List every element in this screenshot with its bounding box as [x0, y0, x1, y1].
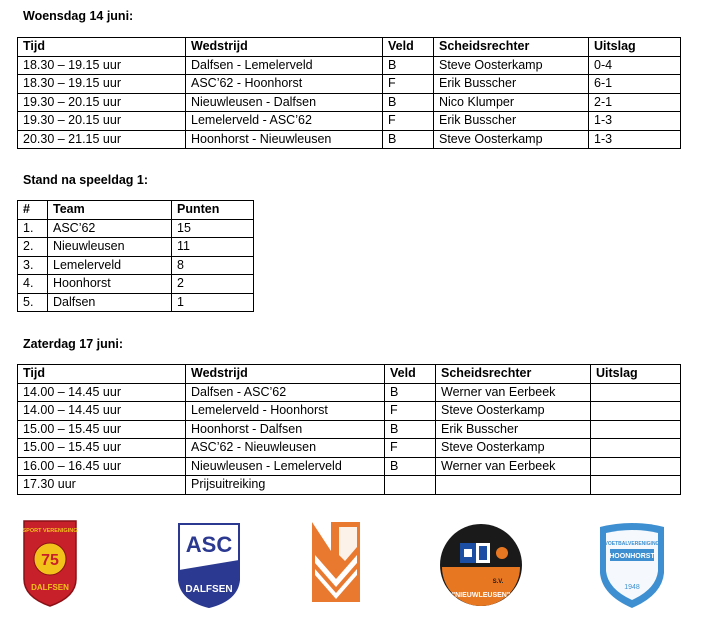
stand-cell: 5.: [18, 293, 48, 312]
zaterdag-row: [18, 457, 681, 476]
woensdag-cell: Lemelerveld - ASC’62: [186, 112, 383, 131]
zaterdag-cell: [591, 439, 681, 458]
stand-cell: 11: [172, 238, 254, 257]
woensdag-cell: Steve Oosterkamp: [434, 56, 589, 75]
stand-cell: 15: [172, 219, 254, 238]
zaterdag-cell: Lemelerveld - Hoonhorst: [186, 402, 385, 421]
zaterdag-row: [18, 439, 681, 458]
schedule-table-woensdag: [17, 37, 681, 149]
zaterdag-cell: Steve Oosterkamp: [436, 439, 591, 458]
zaterdag-cell: F: [385, 439, 436, 458]
zaterdag-cell: Erik Busscher: [436, 420, 591, 439]
zaterdag-cell: 15.00 – 15.45 uur: [18, 420, 186, 439]
heading-woensdag: Woensdag 14 juni:: [23, 9, 134, 23]
zaterdag-cell: 15.00 – 15.45 uur: [18, 439, 186, 458]
zaterdag-header-cell: Veld: [385, 365, 436, 384]
woensdag-cell: Nico Klumper: [434, 93, 589, 112]
zaterdag-cell: [591, 476, 681, 495]
woensdag-row: [18, 56, 681, 75]
zaterdag-cell: 16.00 – 16.45 uur: [18, 457, 186, 476]
asc-logo-title: ASC: [185, 532, 233, 557]
zaterdag-cell: [591, 420, 681, 439]
stand-row: [18, 238, 254, 257]
nieuwleusen-logo: [438, 523, 524, 607]
woensdag-cell: 19.30 – 20.15 uur: [18, 112, 186, 131]
woensdag-cell: 0-4: [589, 56, 681, 75]
woensdag-header-cell: Veld: [383, 38, 434, 57]
stand-cell: Hoonhorst: [48, 275, 172, 294]
dalfsen-logo-name: DALFSEN: [31, 583, 69, 592]
woensdag-cell: Steve Oosterkamp: [434, 130, 589, 149]
zaterdag-cell: Hoonhorst - Dalfsen: [186, 420, 385, 439]
zaterdag-cell: 14.00 – 14.45 uur: [18, 383, 186, 402]
nieuwleusen-logo-name: "NIEUWLEUSEN": [451, 592, 511, 599]
woensdag-cell: 1-3: [589, 130, 681, 149]
asc-logo-name: DALFSEN: [185, 584, 233, 595]
woensdag-header-cell: Scheidsrechter: [434, 38, 589, 57]
zaterdag-header-cell: Scheidsrechter: [436, 365, 591, 384]
stand-cell: Nieuwleusen: [48, 238, 172, 257]
woensdag-cell: Erik Busscher: [434, 112, 589, 131]
woensdag-header-cell: Tijd: [18, 38, 186, 57]
stand-cell: 1: [172, 293, 254, 312]
zaterdag-row: [18, 383, 681, 402]
zaterdag-row: [18, 420, 681, 439]
woensdag-cell: B: [383, 93, 434, 112]
stand-cell: ASC’62: [48, 219, 172, 238]
stand-cell: 4.: [18, 275, 48, 294]
hoonhorst-logo-top: VOETBALVERENIGING: [604, 541, 660, 547]
stand-cell: 1.: [18, 219, 48, 238]
woensdag-row: [18, 112, 681, 131]
woensdag-cell: 20.30 – 21.15 uur: [18, 130, 186, 149]
woensdag-row: [18, 93, 681, 112]
lemelerveld-logo: [311, 521, 361, 603]
woensdag-cell: Erik Busscher: [434, 75, 589, 94]
woensdag-cell: B: [383, 130, 434, 149]
woensdag-cell: F: [383, 75, 434, 94]
woensdag-cell: Dalfsen - Lemelerveld: [186, 56, 383, 75]
stand-cell: 3.: [18, 256, 48, 275]
schedule-table-zaterdag: [17, 364, 681, 495]
stand-row: [18, 293, 254, 312]
stand-header-cell: Team: [48, 201, 172, 220]
heading-zaterdag: Zaterdag 17 juni:: [23, 337, 124, 351]
zaterdag-cell: Steve Oosterkamp: [436, 402, 591, 421]
zaterdag-cell: Werner van Eerbeek: [436, 457, 591, 476]
woensdag-cell: 6-1: [589, 75, 681, 94]
woensdag-header-row: [18, 38, 681, 57]
stand-cell: Dalfsen: [48, 293, 172, 312]
dalfsen-logo-top: SPORT VERENIGING: [22, 528, 78, 534]
zaterdag-cell: [591, 402, 681, 421]
zaterdag-cell: Prijsuitreiking: [186, 476, 385, 495]
zaterdag-cell: 14.00 – 14.45 uur: [18, 402, 186, 421]
woensdag-header-cell: Wedstrijd: [186, 38, 383, 57]
zaterdag-cell: B: [385, 457, 436, 476]
zaterdag-header-cell: Wedstrijd: [186, 365, 385, 384]
zaterdag-cell: [591, 457, 681, 476]
zaterdag-row: [18, 476, 681, 495]
zaterdag-cell: [385, 476, 436, 495]
woensdag-cell: 1-3: [589, 112, 681, 131]
woensdag-cell: 2-1: [589, 93, 681, 112]
zaterdag-cell: F: [385, 402, 436, 421]
zaterdag-cell: Dalfsen - ASC’62: [186, 383, 385, 402]
woensdag-cell: ASC’62 - Hoonhorst: [186, 75, 383, 94]
stand-row: [18, 256, 254, 275]
zaterdag-cell: [591, 383, 681, 402]
woensdag-cell: Hoonhorst - Nieuwleusen: [186, 130, 383, 149]
zaterdag-cell: 17.30 uur: [18, 476, 186, 495]
stand-cell: Lemelerveld: [48, 256, 172, 275]
dalfsen-logo: [21, 519, 79, 607]
woensdag-cell: 18.30 – 19.15 uur: [18, 56, 186, 75]
hoonhorst-logo-name: HOONHORST: [609, 553, 655, 560]
woensdag-cell: 18.30 – 19.15 uur: [18, 75, 186, 94]
zaterdag-cell: Werner van Eerbeek: [436, 383, 591, 402]
dalfsen-logo-number: 75: [41, 552, 59, 569]
zaterdag-cell: B: [385, 420, 436, 439]
stand-header-cell: #: [18, 201, 48, 220]
zaterdag-cell: B: [385, 383, 436, 402]
woensdag-cell: B: [383, 56, 434, 75]
heading-stand: Stand na speeldag 1:: [23, 173, 149, 187]
woensdag-cell: Nieuwleusen - Dalfsen: [186, 93, 383, 112]
zaterdag-header-cell: Uitslag: [591, 365, 681, 384]
zaterdag-cell: [436, 476, 591, 495]
hoonhorst-logo: [596, 519, 668, 609]
standings-table: [17, 200, 254, 312]
zaterdag-header-row: [18, 365, 681, 384]
woensdag-row: [18, 75, 681, 94]
woensdag-cell: 19.30 – 20.15 uur: [18, 93, 186, 112]
stand-row: [18, 219, 254, 238]
stand-header-row: [18, 201, 254, 220]
zaterdag-row: [18, 402, 681, 421]
zaterdag-cell: Nieuwleusen - Lemelerveld: [186, 457, 385, 476]
woensdag-row: [18, 130, 681, 149]
stand-header-cell: Punten: [172, 201, 254, 220]
zaterdag-cell: ASC’62 - Nieuwleusen: [186, 439, 385, 458]
nieuwleusen-logo-letters: S.V.: [492, 579, 504, 585]
stand-cell: 8: [172, 256, 254, 275]
asc-logo: [177, 522, 241, 608]
stand-row: [18, 275, 254, 294]
stand-cell: 2: [172, 275, 254, 294]
zaterdag-header-cell: Tijd: [18, 365, 186, 384]
woensdag-header-cell: Uitslag: [589, 38, 681, 57]
hoonhorst-logo-year: 1948: [624, 584, 640, 591]
stand-cell: 2.: [18, 238, 48, 257]
woensdag-cell: F: [383, 112, 434, 131]
